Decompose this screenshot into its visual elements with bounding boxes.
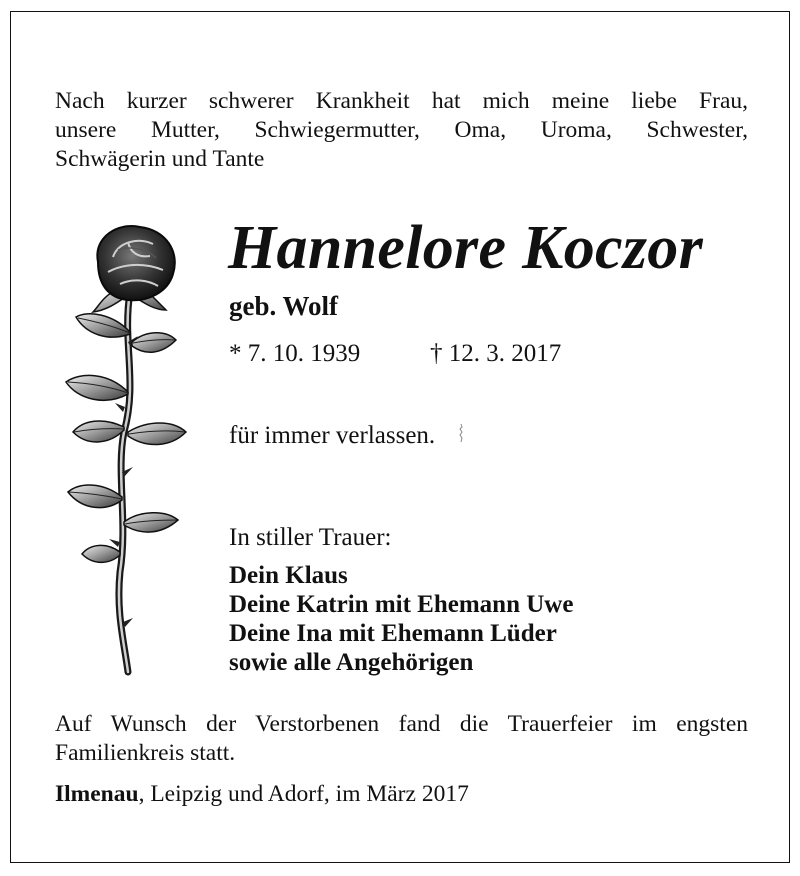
mourner-item: sowie alle Angehörigen bbox=[229, 649, 474, 676]
mourners-list bbox=[229, 561, 573, 677]
intro-text bbox=[55, 87, 748, 174]
mourning-heading: In stiller Trauer: bbox=[229, 524, 392, 551]
funeral-line-2: Familienkreis statt. bbox=[55, 740, 236, 766]
intro-line-2: unsere Mutter, Schwiegermutter, Oma, Uroma, Schwester, bbox=[55, 117, 748, 143]
intro-line-3: Schwägerin und Tante bbox=[55, 146, 265, 172]
left-us-text: für immer verlassen. bbox=[229, 422, 436, 449]
rose-icon bbox=[58, 222, 198, 677]
deceased-name: Hannelore Koczor bbox=[228, 214, 704, 282]
death-date: † 12. 3. 2017 bbox=[430, 340, 562, 367]
funeral-notice bbox=[55, 710, 748, 768]
intro-line-1: Nach kurzer schwerer Krankheit hat mich meine liebe Frau, bbox=[55, 88, 748, 114]
mourner-item: Dein Klaus bbox=[229, 562, 348, 589]
maiden-name: geb. Wolf bbox=[229, 291, 339, 321]
place-city: Ilmenau bbox=[55, 781, 139, 807]
mourner-item: Deine Katrin mit Ehemann Uwe bbox=[229, 591, 574, 618]
birth-date: * 7. 10. 1939 bbox=[229, 340, 361, 367]
funeral-line-1: Auf Wunsch der Verstorbenen fand die Trauerfeier im engsten bbox=[55, 711, 748, 737]
mourner-item: Deine Ina mit Ehemann Lüder bbox=[229, 620, 557, 647]
place-and-date bbox=[55, 781, 469, 808]
small-mark-icon bbox=[456, 423, 466, 443]
place-rest: , Leipzig und Adorf, im März 2017 bbox=[138, 781, 469, 807]
